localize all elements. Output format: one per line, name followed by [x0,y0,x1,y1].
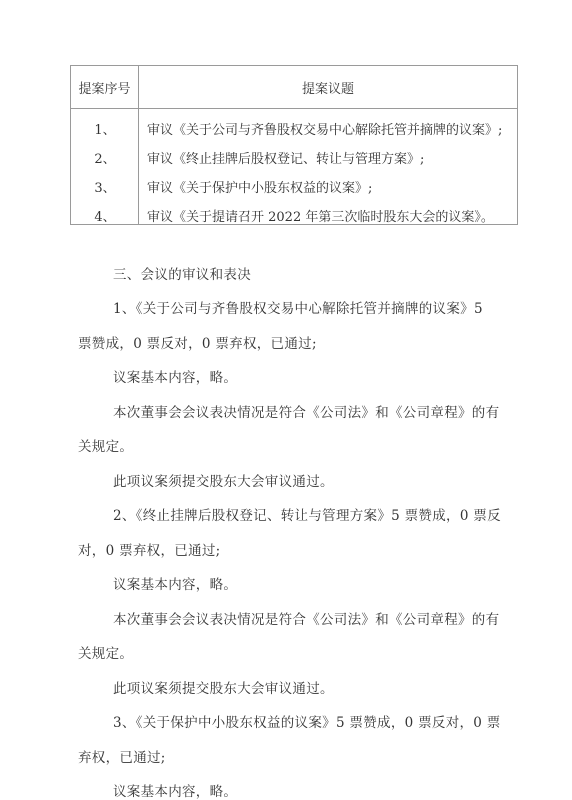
row-title: 审议《关于保护中小股东权益的议案》; [147,181,373,196]
row-number: 3、 [94,181,116,196]
paragraph-line: 弃权，已通过; [78,750,166,766]
paragraph-line: 此项议案须提交股东大会审议通过。 [113,474,334,490]
table-row [71,172,517,201]
header-proposal-title: 提案议题 [301,81,354,97]
paragraph-line: 票赞成，0 票反对，0 票弃权，已通过; [78,336,317,352]
paragraph-line: 此项议案须提交股东大会审议通过。 [113,681,334,697]
paragraph-line: 2、《终止挂牌后股权登记、转让与管理方案》5 票赞成，0 票反 [113,508,501,524]
proposal-table [70,65,518,225]
paragraph-line: 关规定。 [78,439,134,455]
row-number: 4、 [94,210,116,225]
table-row [71,143,517,172]
table-header [71,66,517,109]
section-heading: 三、会议的审议和表决 [113,267,251,283]
paragraph-line: 议案基本内容，略。 [113,784,238,800]
paragraph-line: 对，0 票弃权，已通过; [78,543,221,559]
paragraph-line: 议案基本内容，略。 [113,370,238,386]
row-title: 审议《关于公司与齐鲁股权交易中心解除托管并摘牌的议案》; [147,123,503,138]
paragraph-line: 1、《关于公司与齐鲁股权交易中心解除托管并摘牌的议案》5 [113,301,483,317]
table-row [71,114,517,143]
paragraph-line: 本次董事会会议表决情况是符合《公司法》和《公司章程》的有 [113,612,500,628]
paragraph-line: 3、《关于保护中小股东权益的议案》5 票赞成，0 票反对，0 票 [113,715,501,731]
row-number: 1、 [94,123,116,138]
paragraph-line: 关规定。 [78,646,134,662]
row-title: 审议《终止挂牌后股权登记、转让与管理方案》; [147,152,425,167]
row-title: 审议《关于提请召开 2022 年第三次临时股东大会的议案》。 [147,210,494,225]
table-body [71,108,517,224]
paragraph-line: 本次董事会会议表决情况是符合《公司法》和《公司章程》的有 [113,405,500,421]
paragraph-line: 议案基本内容，略。 [113,577,238,593]
row-number: 2、 [94,152,116,167]
header-proposal-number: 提案序号 [71,66,139,108]
table-row [71,201,517,230]
